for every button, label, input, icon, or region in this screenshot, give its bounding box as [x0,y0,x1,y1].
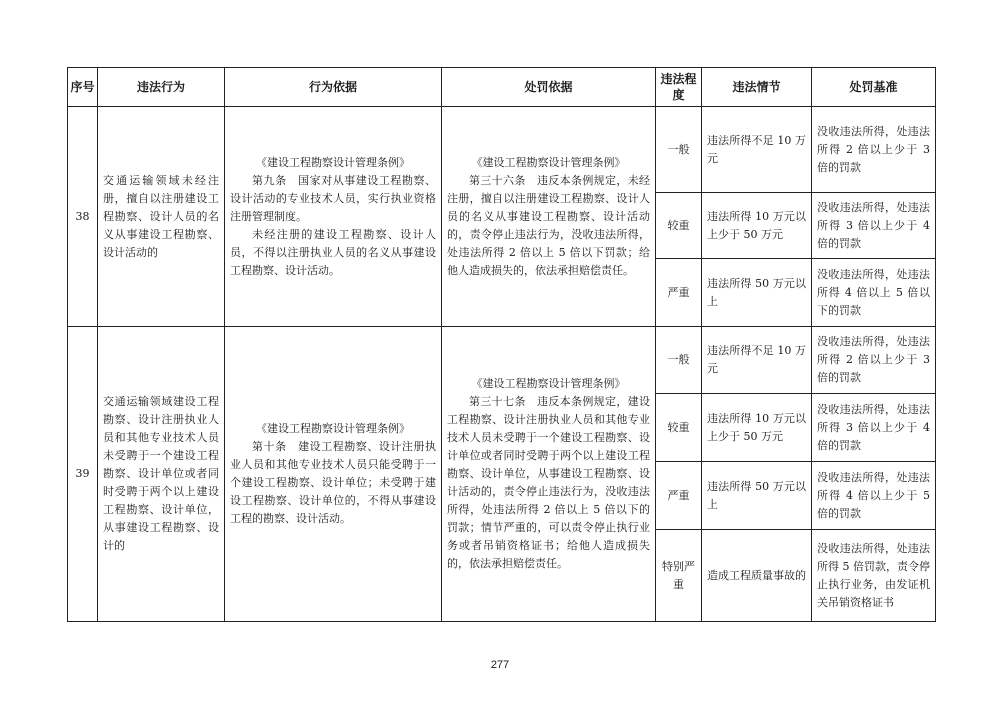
violation-behavior: 交通运输领域建设工程勘察、设计注册执业人员和其他专业技术人员未受聘于一个建设工程勘察、设计单位或者同时受聘于两个以上建设工程勘察、设计单位，从事建设工程勘察、设计的 [98,327,225,622]
penalty-basis [442,107,656,327]
violation-circumstance: 违法所得不足 10 万元 [702,327,812,394]
header-penalty-basis: 处罚依据 [442,68,656,107]
violation-degree: 严重 [656,259,702,327]
violation-circumstance: 违法所得不足 10 万元 [702,107,812,193]
penalty-standard: 没收违法所得，处违法所得 2 倍以上少于 3 倍的罚款 [812,107,936,193]
violation-degree: 严重 [656,462,702,530]
header-behavior: 违法行为 [98,68,225,107]
table-row [68,327,936,394]
penalty-article: 第三十七条 违反本条例规定，建设工程勘察、设计注册执业人员和其他专业技术人员未受聘于一个建设工程勘察、设计单位或者同时受聘于两个以上建设工程勘察、设计单位，从事建设工程勘察、设计活动的，责令停止违法行为，没收违法所得，处违法所得 2 倍以上 5 倍以下的罚款；情节严重的，可以责令停止执行业务或者吊销资格证书；给他人造成损失的，依法承担赔偿责任。 [447,395,650,570]
penalty-law-title: 《建设工程勘察设计管理条例》 [471,377,626,390]
penalty-standard-table [67,67,936,622]
header-circumstance: 违法情节 [702,68,812,107]
penalty-standard: 没收违法所得，处违法所得 4 倍以上少于 5 倍的罚款 [812,462,936,530]
penalty-law-title: 《建设工程勘察设计管理条例》 [471,155,626,169]
basis-article: 未经注册的建设工程勘察、设计人员，不得以注册执业人员的名义从事建设工程勘察、设计活动。 [230,227,436,277]
penalty-basis [442,327,656,622]
header-basis: 行为依据 [225,68,442,107]
violation-circumstance: 违法所得 10 万元以上少于 50 万元 [702,394,812,462]
header-standard: 处罚基准 [812,68,936,107]
violation-circumstance: 违法所得 10 万元以上少于 50 万元 [702,193,812,259]
basis-law-title: 《建设工程勘察设计管理条例》 [256,155,410,169]
behavior-basis [225,327,442,622]
page-number: 277 [490,659,510,671]
behavior-basis [225,107,442,327]
header-seq: 序号 [68,68,98,107]
basis-article: 第十条 建设工程勘察、设计注册执业人员和其他专业技术人员只能受聘于一个建设工程勘察、设计单位；未受聘于建设工程勘察、设计单位的，不得从事建设工程的勘察、设计活动。 [230,440,436,525]
basis-article: 第九条 国家对从事建设工程勘察、设计活动的专业技术人员，实行执业资格注册管理制度。 [230,173,436,223]
row-number: 39 [68,327,98,622]
penalty-standard: 没收违法所得，处违法所得 2 倍以上少于 3 倍的罚款 [812,327,936,394]
penalty-standard: 没收违法所得，处违法所得 3 倍以上少于 4 倍的罚款 [812,193,936,259]
violation-degree: 特别严重 [656,530,702,622]
violation-degree: 一般 [656,107,702,193]
violation-degree: 较重 [656,193,702,259]
row-number: 38 [68,107,98,327]
violation-degree: 一般 [656,327,702,394]
violation-behavior: 交通运输领域未经注册，擅自以注册建设工程勘察、设计人员的名义从事建设工程勘察、设计活动的 [98,107,225,327]
violation-circumstance: 造成工程质量事故的 [702,530,812,622]
table-row [68,107,936,193]
violation-circumstance: 违法所得 50 万元以上 [702,462,812,530]
penalty-standard: 没收违法所得，处违法所得 4 倍以上 5 倍以下的罚款 [812,259,936,327]
violation-circumstance: 违法所得 50 万元以上 [702,259,812,327]
violation-degree: 较重 [656,394,702,462]
header-degree: 违法程度 [656,68,702,107]
table-header-row [68,68,936,107]
penalty-standard: 没收违法所得，处违法所得 5 倍罚款，责令停止执行业务，由发证机关吊销资格证书 [812,530,936,622]
basis-law-title: 《建设工程勘察设计管理条例》 [256,422,410,435]
penalty-standard: 没收违法所得，处违法所得 3 倍以上少于 4 倍的罚款 [812,394,936,462]
penalty-article: 第三十六条 违反本条例规定，未经注册，擅自以注册建设工程勘察、设计人员的名义从事建设工程勘察、设计活动的，责令停止违法行为，没收违法所得，处违法所得 2 倍以上 5 倍以下罚款；给他人造成损失的，依法承担赔偿责任。 [447,173,650,277]
